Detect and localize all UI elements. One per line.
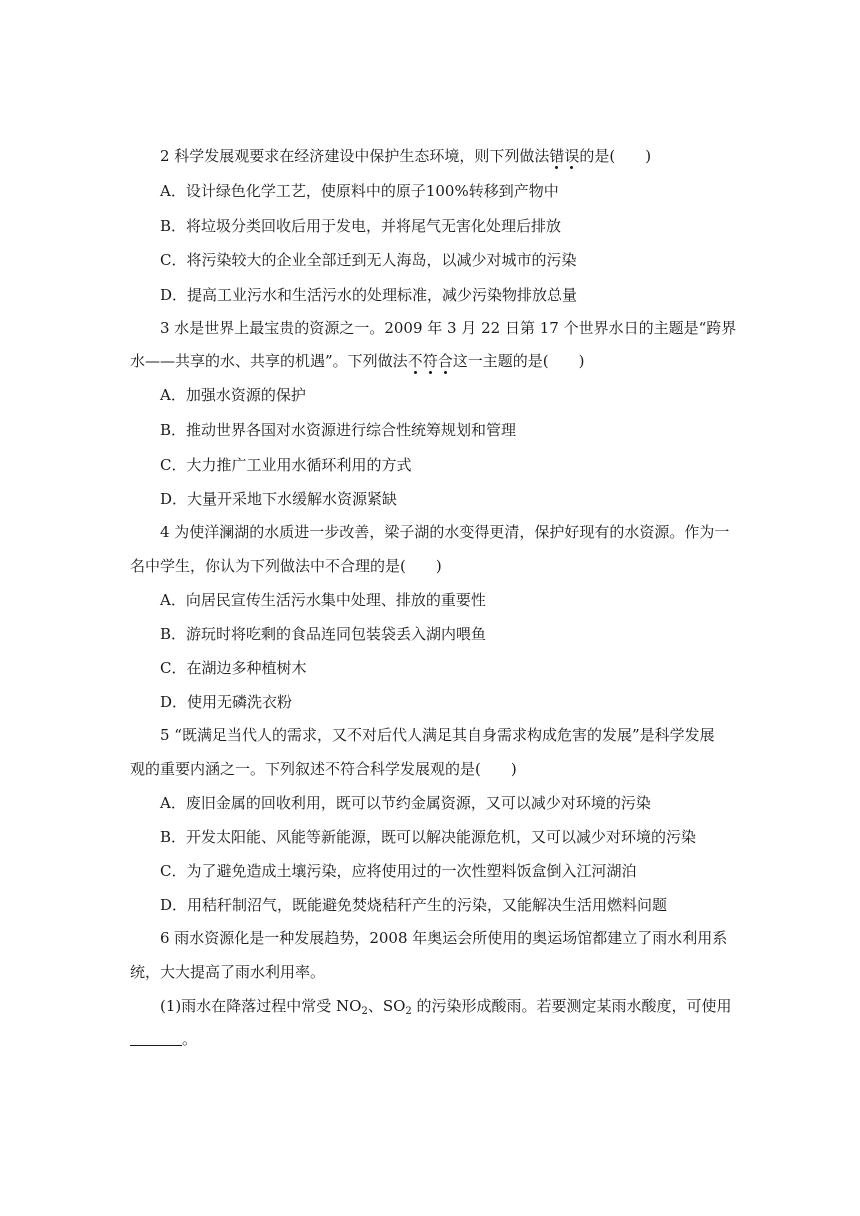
question-5-option-c: C．为了避免造成土壤污染，应将使用过的一次性塑料饭盒倒入江河湖泊	[160, 862, 637, 880]
question-6-sub1-line2	[130, 1029, 197, 1049]
question-4-stem-line1: 4 为使洋澜湖的水质进一步改善，梁子湖的水变得更清，保护好现有的水资源。作为一	[160, 523, 730, 541]
emphasis-char: 错	[549, 147, 565, 165]
emphasis-char: 误	[564, 147, 580, 165]
question-5-option-b: B．开发太阳能、风能等新能源，既可以解决能源危机，又可以减少对环境的污染	[160, 828, 697, 846]
question-5-option-a: A．废旧金属的回收利用，既可以节约金属资源，又可以减少对环境的污染	[160, 794, 651, 812]
question-2-option-a: A．设计绿色化学工艺，使原料中的原子100%转移到产物中	[160, 182, 559, 200]
question-4-option-d: D．使用无磷洗衣粉	[160, 693, 293, 711]
question-2-option-b: B．将垃圾分类回收后用于发电，并将尾气无害化处理后排放	[160, 217, 562, 235]
subscript: 2	[405, 1006, 412, 1017]
sub-text: 、SO	[367, 997, 406, 1015]
question-3-option-b: B．推动世界各国对水资源进行综合性统筹规划和管理	[160, 421, 517, 439]
answer-blank[interactable]	[130, 1031, 182, 1046]
stem-text: 水——共享的水、共享的机遇”。下列做法	[130, 352, 408, 370]
question-6-sub1-line1	[160, 996, 732, 1016]
sub-text: (1)雨水在降落过程中常受 NO	[160, 997, 362, 1015]
question-5-option-d: D．用秸秆制沼气，既能避免焚烧秸秆产生的污染，又能解决生活用燃料问题	[160, 896, 668, 914]
question-3-option-a: A．加强水资源的保护	[160, 386, 306, 404]
subscript: 2	[361, 1006, 368, 1017]
question-4-option-b: B．游玩时将吃剩的食品连同包装袋丢入湖内喂鱼	[160, 625, 487, 643]
question-3-option-d: D．大量开采地下水缓解水资源紧缺	[160, 490, 398, 508]
question-2-option-d: D．提高工业污水和生活污水的处理标准，减少污染物排放总量	[160, 286, 578, 304]
question-3-stem-line1: 3 水是世界上最宝贵的资源之一。2009 年 3 月 22 日第 17 个世界水日的主题是“跨界	[160, 319, 737, 337]
question-4-option-a: A．向居民宣传生活污水集中处理、排放的重要性	[160, 591, 486, 609]
stem-text: 2 科学发展观要求在经济建设中保护生态环境，则下列做法	[160, 147, 550, 165]
question-6-stem-line2: 统，大大提高了雨水利用率。	[130, 963, 326, 981]
question-5-stem-line1: 5 “既满足当代人的需求，又不对后代人满足其自身需求构成危害的发展”是科学发展	[160, 726, 715, 744]
emphasis-char: 符	[422, 352, 438, 370]
sub-text: 。	[182, 1030, 198, 1048]
question-6-stem-line1: 6 雨水资源化是一种发展趋势，2008 年奥运会所使用的奥运场馆都建立了雨水利用系	[160, 929, 728, 947]
question-4-stem-line2: 名中学生，你认为下列做法中不合理的是( )	[130, 557, 442, 575]
question-4-option-c: C．在湖边多种植树木	[160, 659, 307, 677]
sub-text: 的污染形成酸雨。若要测定某雨水酸度，可使用	[411, 997, 732, 1015]
question-2-option-c: C．将污染较大的企业全部迁到无人海岛，以减少对城市的污染	[160, 251, 577, 269]
emphasis-char: 不	[407, 352, 423, 370]
stem-text: 这一主题的是( )	[452, 352, 585, 370]
emphasis-char: 合	[437, 352, 453, 370]
question-3-option-c: C．大力推广工业用水循环利用的方式	[160, 456, 412, 474]
question-2-stem	[160, 146, 651, 166]
question-3-stem-line2	[130, 351, 584, 371]
question-5-stem-line2: 观的重要内涵之一。下列叙述不符合科学发展观的是( )	[130, 760, 517, 778]
stem-text: 的是( )	[579, 147, 652, 165]
